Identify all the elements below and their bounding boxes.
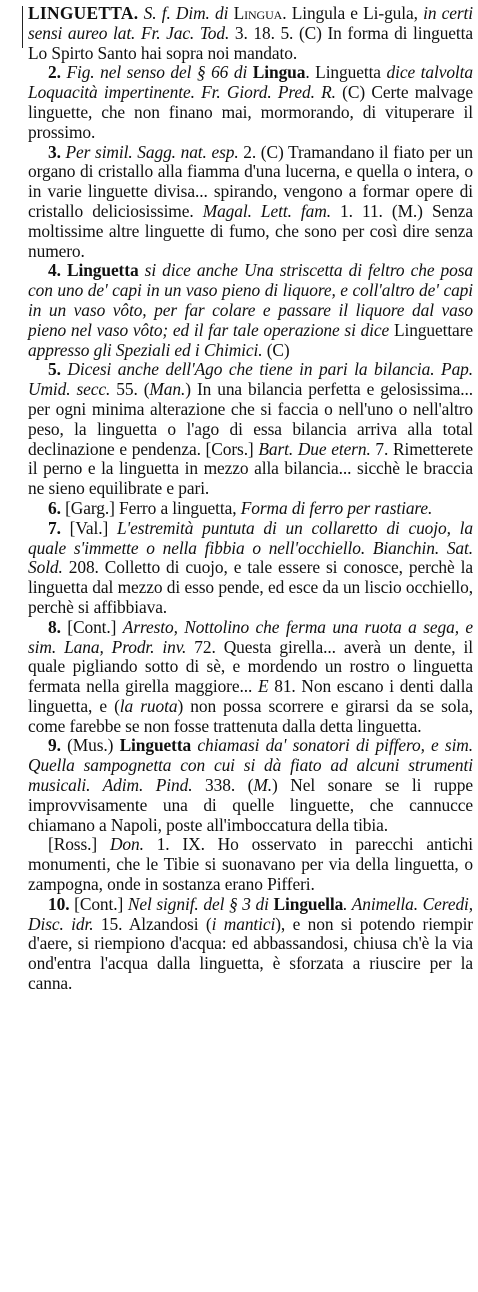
entry-text-segment: 81. Non escano i denti dalla linguetta, e ( (28, 676, 473, 716)
entry-heading-text: Lingua (252, 62, 306, 83)
entry-paragraph (28, 835, 473, 894)
entry-text-segment: ) Nel sonare se li ruppe improvvisamente una di quelle linguette, che cannucce chiamano a Napoli, poste all'imboccatura della tibia. (28, 775, 473, 835)
entry-text-segment: Forma di ferro per rastiare. (240, 497, 433, 518)
entry-paragraph (28, 519, 473, 618)
entry-text-segment: 55. ( (110, 379, 150, 400)
entry-paragraph (28, 618, 473, 737)
entry-text-segment: Dicesi anche dell'Ago che tiene in pari la bilancia. Pap. Umid. secc. (28, 359, 474, 400)
entry-text-segment: Linguettare (393, 319, 473, 340)
entry-text-segment: . Animella. Ceredi, Disc. idr. (28, 893, 474, 934)
entry-heading-text: 9. (48, 735, 68, 756)
entry-text-segment: 1. IX. Ho osservato in parecchi antichi monumenti, che le Tibie si suonavano per via della linguetta, o zampogna, onde in sostanza erano Pifferi. (28, 834, 474, 895)
entry-text-segment: . Lingula e Li-gula, (282, 3, 424, 23)
entry-text-segment: Man. (149, 379, 186, 400)
entry-text-segment: Lingua (233, 3, 283, 23)
entry-heading-text: 6. (48, 497, 66, 518)
entry-text-segment: ), e non si potendo riempir d'aere, si riempiono d'acqua: ed abbassandosi, chiusa ch'è la via ond'entra l'acqua dalla linguetta, è sforzata a riuscire per la canna. (28, 913, 473, 994)
entry-text-segment: Per simil. Sagg. nat. esp. (65, 141, 239, 162)
entry-text-segment: [Ross.] (48, 834, 110, 855)
entry-text-segment: 2. (C) Tramandano il fiato per un organo di cristallo alla fiamma d'una lucerna, e quella o intera, o in varie linguette divisa... spirando, vengono a formar opere di cristallo deliciosissime. (28, 141, 473, 221)
entry-text-segment: [Cont.] (74, 893, 128, 914)
entry-heading-text: 5. (48, 359, 68, 380)
entry-heading-text: 8. (48, 616, 68, 637)
entry-heading-text: Linguella (273, 893, 344, 914)
entry-text-segment: . Linguetta (305, 62, 387, 83)
entry-text-segment: [Cont.] (67, 616, 123, 637)
entry-text-segment: si dice anche Una striscetta di feltro che posa con uno de' capi in un vaso pieno di liquore, e coll'altro de' capi in un vaso vôto, per far colare e passare il liquore dal vaso pieno nel vaso vôto; ed il far tale operazione si dice (28, 260, 473, 340)
entry-paragraph (28, 895, 473, 994)
entry-heading-text: 2. (48, 62, 67, 83)
entry-text-segment: 3. 18. 5. (C) In forma di linguetta Lo Spirto Santo hai sopra noi mandato. (28, 22, 473, 63)
entry-text-segment: ) non possa scorrere e girarsi da se sola, come farebbe se non fosse trattenuta dalla detta linguetta. (28, 695, 473, 736)
entry-text-segment: la ruota (119, 695, 178, 716)
entry-paragraph (28, 63, 473, 142)
entry-paragraph (28, 143, 473, 262)
entry-text-segment: S. f. Dim. di (143, 3, 234, 23)
entry-heading-text: 3. (48, 141, 66, 162)
entry-text-segment: Fig. nel senso del § 66 di (66, 62, 253, 83)
entry-text-segment: (Mus.) (67, 735, 120, 756)
entry-heading-text: LINGUETTA. (28, 3, 139, 23)
entry-text-segment: Bart. Due etern. (258, 438, 371, 459)
entry-paragraph (28, 360, 473, 499)
entry-text-segment: 208. Colletto di cuojo, e tale essere si conosce, perchè la linguetta dal mezzo di esso pende, ed esce da un liscio occhiello, perchè si affibbiava. (28, 557, 473, 617)
entry-text-segment: (C) (262, 339, 290, 360)
entry-text-segment: 7. Rimetterete il perno e la linguetta in mezzo alla bilancia... sicchè le braccia ne sieno equilibrate e pari. (28, 438, 473, 499)
entry-text-segment: appresso gli Speziali ed i Chimici. (28, 339, 263, 360)
entry-text-segment: L'estremità puntuta di un collaretto di cuojo, la quale s'immette o nella fibbia o nell'occhiello. Bianchin. Sat. Sold. (28, 517, 473, 578)
entry-text-segment: 1. 11. (M.) Senza moltissime altre linguette di fumo, che sono per così dire senza numero. (28, 200, 473, 261)
entry-heading-text: 4. (48, 260, 67, 281)
entry-paragraph (28, 4, 473, 63)
entry-text-segment: i mantici (211, 913, 276, 934)
entry-text-segment: Arresto, Nottolino che ferma una ruota a sega, e sim. Lana, Prodr. inv. (28, 616, 474, 657)
entry-text-segment: M. (253, 775, 272, 796)
dictionary-entry-linguetta (28, 4, 473, 994)
entry-paragraph (28, 736, 473, 835)
entry-paragraph (28, 261, 473, 360)
entry-heading-text: Linguetta (119, 735, 192, 756)
entry-heading-text: 10. (48, 893, 75, 914)
entry-text-segment: ) In una bilancia perfetta e gelosissima... per ogni minima alterazione che si faccia o nell'uno o nell'altro peso, la linguetta o l'ago di essa bilancia arriva alla total declinazione e pendenza. [Cors.] (28, 379, 474, 459)
entry-text-segment: Nel signif. del § 3 di (127, 893, 274, 914)
entry-text-segment: in certi sensi aureo lat. Fr. Jac. Tod. (28, 3, 474, 43)
entry-text-segment: [Val.] (69, 517, 117, 538)
entry-text-segment: 15. Alzandosi ( (93, 913, 212, 934)
entry-text-segment: dice talvolta Loquacità impertinente. Fr. Giord. Pred. R. (28, 62, 473, 103)
entry-text-segment: E (257, 676, 269, 697)
entry-text-segment: Don. (109, 834, 144, 855)
entry-text-segment: Magal. Lett. fam. (202, 200, 331, 221)
entry-text-segment: chiamasi da' sonatori di piffero, e sim. Quella sampognetta con cui si dà fiato ad alcuni strumenti musicali. Adim. Pind. (28, 735, 474, 796)
entry-text-segment: [Garg.] Ferro a linguetta, (65, 497, 241, 518)
entry-text-segment: 338. ( (192, 775, 254, 796)
entry-heading-text: Linguetta (66, 260, 139, 281)
entry-heading-text: 7. (48, 517, 70, 538)
entry-text-segment: 72. Questa girella... averà un dente, il quale pigliando sotto di sè, e mordendo un rostro o linguetta fermata nella girella maggiore... (28, 636, 473, 697)
entry-text-segment: (C) Certe malvage linguette, che non finano mai, mormorando, di vituperare il prossimo. (28, 82, 473, 142)
entry-paragraph (28, 499, 473, 519)
margin-rule (22, 6, 23, 48)
